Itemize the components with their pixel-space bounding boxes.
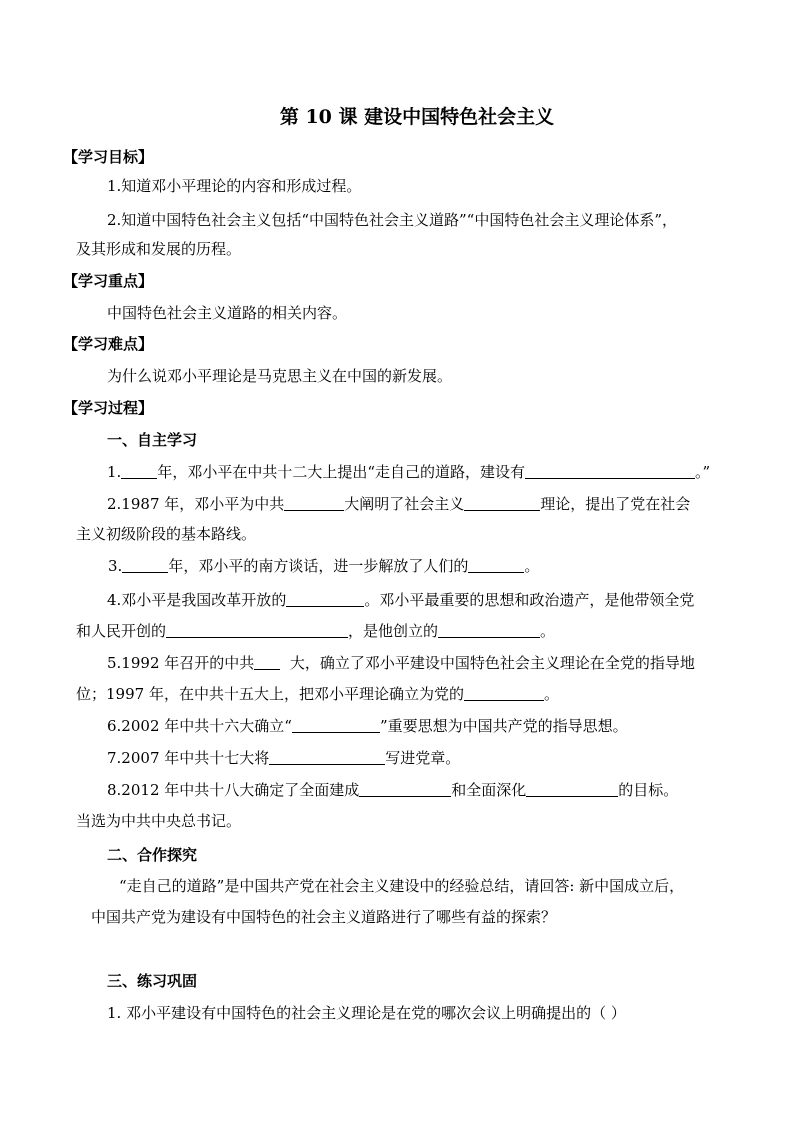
blank-q1-year[interactable] (121, 462, 157, 479)
explore-text-1: “走自己的道路”是中国共产党在社会主义建设中的经验总结，请回答: 新中国成立后， (119, 877, 685, 895)
question-8-cont: 当选为中共中央总书记。 (76, 812, 242, 830)
blank-q3-thought[interactable] (468, 556, 524, 573)
question-4-cont: 和人民开创的 ，是他创立的 。 (76, 622, 556, 640)
blank-q4-path[interactable] (166, 621, 348, 638)
goal-item-2-cont: 及其形成和发展的历程。 (76, 240, 242, 258)
explore-text-2: 中国共产党为建设有中国特色的社会主义道路进行了哪些有益的探索？ (91, 908, 557, 926)
question-2: 2.1987 年，邓小平为中共 大阐明了社会主义 理论，提出了党在社会 (107, 495, 691, 513)
blank-q8-goal1[interactable] (359, 780, 451, 797)
blank-q4-theory[interactable] (438, 621, 540, 638)
question-5: 5.1992 年召开的中共 大，确立了邓小平建设中国特色社会主义理论在全党的指导地 (107, 654, 695, 672)
blank-q4-role[interactable] (286, 590, 364, 607)
section-cooperation: 二、合作探究 (107, 846, 198, 864)
goal-item-1: 1.知道邓小平理论的内容和形成过程。 (107, 177, 362, 195)
blank-q1-phrase[interactable] (525, 462, 695, 479)
section-self-study: 一、自主学习 (107, 431, 198, 449)
blank-q2-congress[interactable] (284, 494, 344, 511)
blank-q2-theory[interactable] (464, 494, 540, 511)
blank-q5-congress[interactable] (254, 653, 280, 670)
blank-q3-year[interactable] (122, 556, 168, 573)
blank-q6-thought[interactable] (292, 716, 380, 733)
question-1: 1. 年，邓小平在中共十二大上提出“走自己的道路，建设有 。” (107, 463, 711, 481)
difficulty-heading: 【学习难点】 (63, 335, 154, 353)
question-6: 6.2002 年中共十六大确立“ ”重要思想为中国共产党的指导思想。 (107, 717, 628, 735)
blank-q8-goal2[interactable] (526, 780, 618, 797)
goal-item-2: 2.知道中国特色社会主义包括“中国特色社会主义道路”“中国特色社会主义理论体系”， (107, 211, 677, 229)
question-5-cont: 位；1997 年，在中共十五大上，把邓小平理论确立为党的 。 (76, 685, 559, 703)
goals-heading: 【学习目标】 (63, 148, 154, 166)
question-7: 7.2007 年中共十七大将 写进党章。 (107, 749, 461, 767)
practice-question-1: 1. 邓小平建设有中国特色的社会主义理论是在党的哪次会议上明确提出的（ ） (107, 1004, 626, 1022)
blank-q5-status[interactable] (464, 684, 544, 701)
question-3: 3. 年，邓小平的南方谈话，进一步解放了人们的 。 (108, 557, 540, 575)
process-heading: 【学习过程】 (63, 399, 154, 417)
blank-q7-concept[interactable] (269, 748, 385, 765)
page-title: 第 10 课 建设中国特色社会主义 (279, 106, 555, 128)
question-4: 4.邓小平是我国改革开放的 。邓小平最重要的思想和政治遗产，是他带领全党 (107, 591, 695, 609)
question-2-cont: 主义初级阶段的基本路线。 (76, 525, 257, 543)
focus-text: 中国特色社会主义道路的相关内容。 (107, 304, 348, 322)
focus-heading: 【学习重点】 (63, 272, 154, 290)
difficulty-text: 为什么说邓小平理论是马克思主义在中国的新发展。 (107, 367, 453, 385)
section-practice: 三、练习巩固 (107, 972, 198, 990)
question-8: 8.2012 年中共十八大确定了全面建成 和全面深化 的目标。 (107, 781, 679, 799)
